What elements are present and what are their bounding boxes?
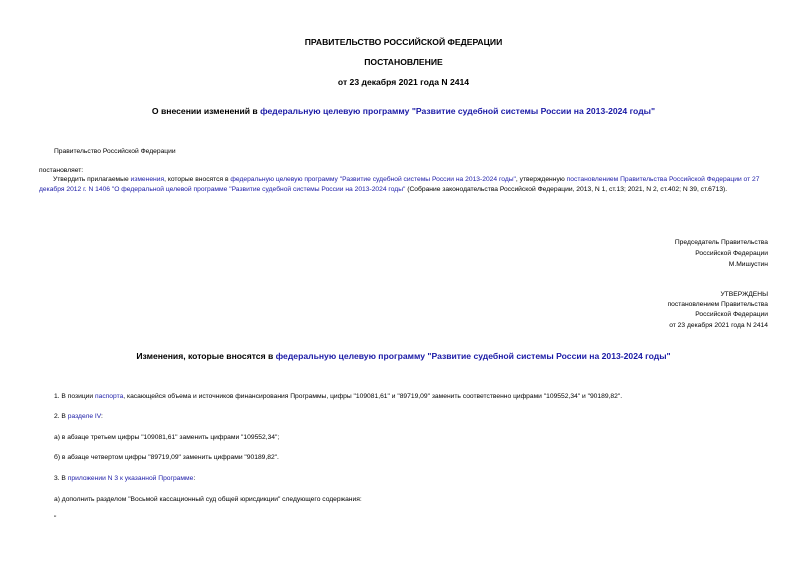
title-prefix: О внесении изменений в xyxy=(151,106,261,116)
approved-country: Российской Федерации xyxy=(695,311,768,318)
changes-title-link[interactable]: федеральную целевую программу "Развитие судебной системы России на 2013-2024 годы" xyxy=(275,351,671,361)
document-type: ПОСТАНОВЛЕНИЕ xyxy=(364,57,443,67)
opening-quote: " xyxy=(54,515,57,522)
passport-link[interactable]: паспорта xyxy=(94,393,124,400)
approved-heading: УТВЕРЖДЕНЫ xyxy=(720,291,768,298)
title-program-link[interactable]: федеральную целевую программу "Развитие судебной системы России на 2013-2024 годы" xyxy=(260,106,656,116)
signature-name: М.Мишустин xyxy=(728,261,768,268)
changes-link[interactable]: изменения xyxy=(130,176,165,183)
appendix-3-link[interactable]: приложении N 3 к указанной Программе xyxy=(67,475,194,482)
changes-title xyxy=(0,351,807,361)
item-1-text-b: , касающейся объема и источников финансирования Программы, цифры "109081,61" и "89719,09" заменить соответственно цифрами "109552,34" и "90189,82". xyxy=(123,393,623,400)
section-iv-link[interactable]: разделе IV xyxy=(67,413,101,420)
program-link[interactable]: федеральную целевую программу "Развитие судебной системы России на 2013-2024 годы" xyxy=(230,176,516,183)
item-3a: а) дополнить разделом "Восьмой кассационный суд общей юрисдикции" следующего содержания: xyxy=(54,496,362,503)
resolution-link[interactable]: постановлением Правительства Российской Федерации от 27 декабря 2012 г. N 1406 "О федеральной целевой программе "Развитие судебной системы России на 2013-2024 годы" xyxy=(39,176,760,193)
item-2a: а) в абзаце третьем цифры "109081,61" заменить цифрами "109552,34"; xyxy=(54,434,280,441)
signature-country: Российской Федерации xyxy=(695,250,768,257)
approve-text-1: Утвердить прилагаемые xyxy=(53,176,131,183)
decides-word: постановляет: xyxy=(39,167,84,174)
approve-text-4: (Собрание законодательства Российской Федерации, 2013, N 1, ст.13; 2021, N 2, ст.402; N 39, ст.6713). xyxy=(405,185,728,193)
item-2-text-b: : xyxy=(101,413,103,420)
approved-by: постановлением Правительства xyxy=(667,301,768,308)
item-3-text-a: 3. В xyxy=(54,475,68,482)
approve-paragraph xyxy=(39,175,769,194)
government-name: Правительство Российской Федерации xyxy=(54,148,176,155)
item-1 xyxy=(54,392,622,401)
document-date: от 23 декабря 2021 года N 2414 xyxy=(337,77,470,87)
government-heading: ПРАВИТЕЛЬСТВО РОССИЙСКОЙ ФЕДЕРАЦИИ xyxy=(304,37,503,47)
item-3-text-b: : xyxy=(193,475,196,482)
signature-position: Председатель Правительства xyxy=(674,239,768,246)
item-2 xyxy=(54,412,103,421)
document-title xyxy=(0,106,807,116)
item-2b: б) в абзаце четвертом цифры "89719,09" заменить цифрами "90189,82". xyxy=(54,454,279,461)
changes-title-prefix: Изменения, которые вносятся в xyxy=(136,351,276,361)
approve-text-3: , утвержденную xyxy=(515,176,567,183)
item-2-text-a: 2. В xyxy=(54,413,68,420)
item-3 xyxy=(54,474,195,483)
approve-text-2: , которые вносятся в xyxy=(164,176,231,183)
approved-date: от 23 декабря 2021 года N 2414 xyxy=(669,322,768,329)
item-1-text-a: 1. В позиции xyxy=(54,393,95,400)
